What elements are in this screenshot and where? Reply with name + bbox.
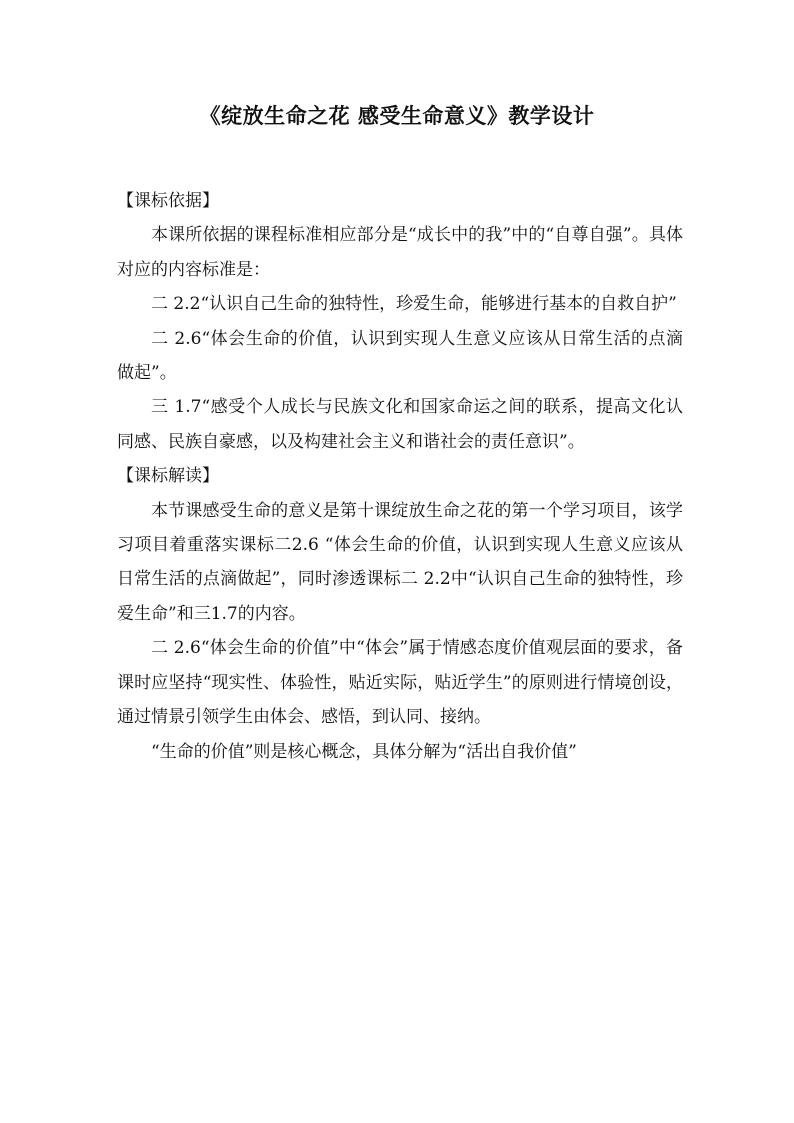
section-heading-curriculum-interpretation: 【课标解读】 xyxy=(117,466,219,487)
paragraph: 本课所依据的课程标准相应部分是“成长中的我”中的“自尊自强”。具体对应的内容标准是： xyxy=(117,225,683,280)
paragraph: “生命的价值”则是核心概念，具体分解为“活出自我价值” xyxy=(151,741,577,762)
document-body xyxy=(117,184,683,769)
paragraph: 三 1.7“感受个人成长与民族文化和国家命运之间的联系，提高文化认同感、民族自豪感，以及构建社会主义和谐社会的责任意识”。 xyxy=(117,397,683,452)
paragraph: 二 2.2“认识自己生命的独特性，珍爱生命，能够进行基本的自救自护” xyxy=(151,294,677,315)
section-heading-curriculum-basis: 【课标依据】 xyxy=(117,191,219,211)
paragraph: 二 2.6“体会生命的价值”中“体会”属于情感态度价值观层面的要求，备课时应坚持“现实性、体验性，贴近实际，贴近学生”的原则进行情境创设，通过情景引领学生由体会、感悟，到认同、接纳。 xyxy=(117,638,683,728)
document-title: 《绽放生命之花 感受生命意义》教学设计 xyxy=(199,103,595,128)
paragraph: 本节课感受生命的意义是第十课绽放生命之花的第一个学习项目，该学习项目着重落实课标二2.6 “体会生命的价值，认识到实现人生意义应该从日常生活的点滴做起”，同时渗透课标二 2.2中“认识自己生命的独特性，珍爱生命”和三1.7的内容。 xyxy=(117,500,683,624)
paragraph: 二 2.6“体会生命的价值，认识到实现人生意义应该从日常生活的点滴做起”。 xyxy=(117,328,683,384)
